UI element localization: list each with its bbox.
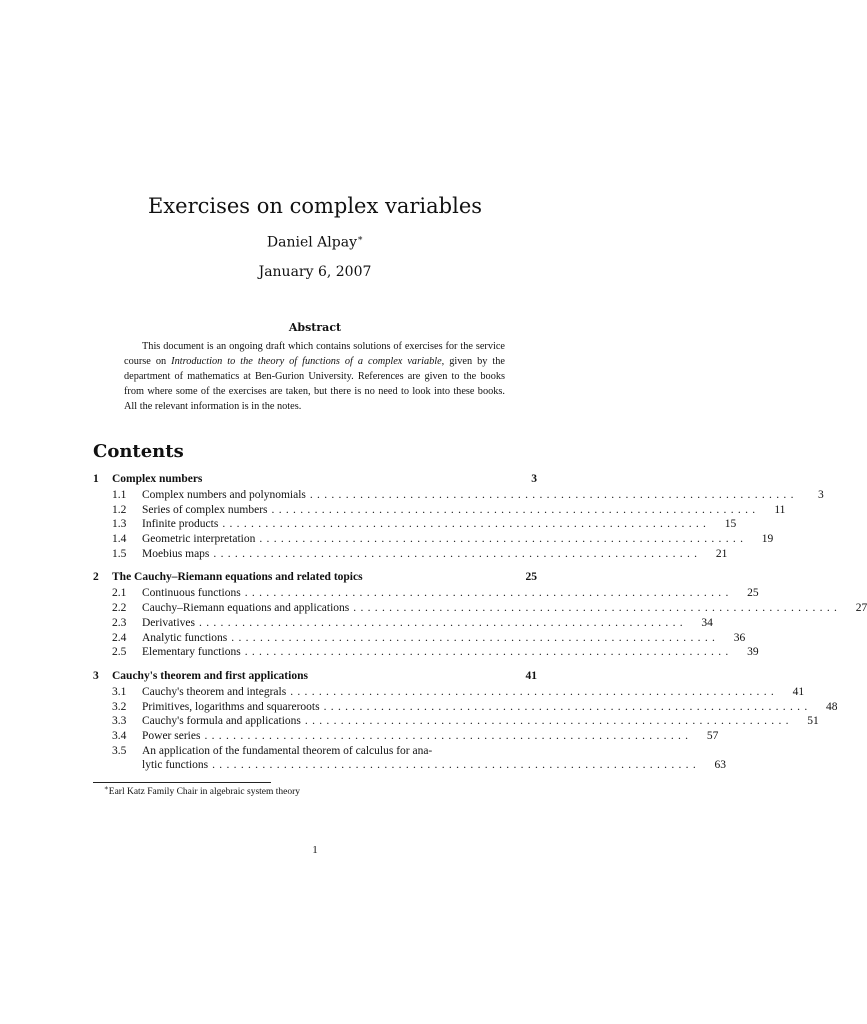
abstract-course-title: Introduction to the theory of functions of a complex variable (171, 356, 442, 367)
document-date: January 6, 2007 (258, 264, 372, 280)
toc-section-row[interactable] (93, 518, 737, 533)
toc-section-row[interactable] (93, 489, 824, 504)
leader-dots: .................................................................... (244, 587, 733, 600)
section-title: Analytic functions (142, 631, 228, 644)
section-number: 1.4 (112, 533, 127, 546)
toc-chapter-row[interactable] (93, 571, 537, 587)
leader-dots: .................................................................... (323, 700, 812, 713)
toc-section-row[interactable] (93, 700, 838, 716)
section-title: Infinite products (142, 518, 219, 531)
section-number: 1.3 (112, 518, 127, 531)
chapter-title: Cauchy's theorem and first applications (112, 669, 308, 682)
toc-chapter-row[interactable] (93, 473, 537, 489)
section-number: 1.2 (112, 503, 127, 516)
section-page: 57 (706, 729, 719, 742)
toc-section-row[interactable] (93, 616, 713, 632)
abstract-text-part2: , given by the department of mathematics at Ben-Gurion University. References are given to the books from where some of the exercises are taken, but there is no need to look into these books. All the relevant information is in the notes. (124, 356, 505, 412)
leader-dots: .................................................................... (199, 616, 687, 629)
toc-section-row[interactable] (93, 729, 719, 745)
section-number: 2.5 (112, 646, 127, 659)
leader-dots: .................................................................... (353, 602, 842, 615)
section-page: 25 (747, 587, 759, 600)
chapter-title: The Cauchy–Riemann equations and related topics (112, 571, 363, 584)
section-title: Elementary functions (142, 646, 241, 659)
leader-dots: .................................................................... (244, 646, 733, 659)
toc-chapter-3 (93, 669, 838, 774)
author-line (0, 234, 630, 251)
leader-dots: .................................................................... (212, 759, 701, 772)
section-page: 63 (714, 759, 727, 772)
toc-section-row[interactable] (93, 685, 805, 701)
contents-heading: Contents (93, 441, 184, 462)
toc-chapter-row[interactable] (93, 670, 537, 686)
abstract-text (124, 339, 505, 414)
leader-dots: .................................................................... (304, 715, 793, 728)
section-number: 2.3 (112, 616, 127, 629)
chapter-page: 3 (531, 473, 537, 485)
author-footnote-mark[interactable]: ∗ (356, 234, 364, 244)
section-number: 3.3 (112, 715, 127, 728)
chapter-number: 1 (93, 473, 99, 485)
section-title: Cauchy's formula and applications (142, 715, 301, 728)
section-title: Moebius maps (142, 547, 210, 560)
footnote-rule (93, 782, 271, 783)
leader-dots: .................................................................... (309, 489, 798, 501)
toc-section-row-line1 (93, 745, 537, 760)
chapter-number: 3 (93, 669, 99, 682)
section-title: Series of complex numbers (142, 503, 268, 516)
footnote-text: Earl Katz Family Chair in algebraic system theory (108, 787, 301, 798)
chapter-page: 25 (525, 571, 537, 584)
section-number: 1.5 (112, 547, 127, 560)
section-page: 48 (826, 700, 838, 713)
toc-section-row[interactable] (93, 547, 728, 563)
toc-section-row[interactable] (93, 533, 774, 548)
abstract-heading: Abstract (288, 321, 342, 334)
section-page: 3 (818, 489, 824, 501)
section-page: 27 (855, 602, 867, 615)
toc-chapter-2 (93, 571, 867, 660)
section-title: Geometric interpretation (142, 533, 256, 546)
chapter-number: 2 (93, 571, 99, 584)
section-number: 2.2 (112, 602, 127, 615)
toc-section-row[interactable] (93, 503, 786, 519)
leader-dots: .................................................................... (204, 729, 693, 742)
section-title-continued: lytic functions (142, 759, 209, 772)
footnote (104, 784, 300, 797)
section-page: 34 (701, 616, 713, 629)
toc-section-row[interactable] (93, 631, 746, 647)
section-number: 1.1 (112, 489, 127, 501)
section-page: 39 (747, 646, 759, 659)
section-number: 3.5 (112, 744, 127, 757)
section-number: 3.1 (112, 685, 127, 698)
section-title: Cauchy's theorem and integrals (142, 685, 287, 698)
page-number: 1 (312, 844, 318, 856)
section-title: Power series (142, 729, 201, 742)
leader-dots: .................................................................... (259, 533, 748, 546)
leader-dots: .................................................................... (231, 631, 720, 644)
abstract-text-part1: This document is an ongoing draft which contains solutions of exercises for the service course on (124, 341, 505, 367)
table-of-contents (93, 473, 867, 783)
section-title: Primitives, logarithms and squareroots (142, 700, 320, 713)
section-page: 11 (774, 503, 786, 516)
section-page: 36 (733, 631, 746, 644)
toc-section-row[interactable] (93, 715, 819, 730)
section-number: 2.4 (112, 631, 127, 644)
section-title: An application of the fundamental theorem of calculus for ana- (142, 744, 433, 757)
leader-dots: .................................................................... (271, 503, 760, 516)
section-page: 21 (715, 547, 728, 560)
section-page: 41 (792, 685, 805, 698)
section-title: Cauchy–Riemann equations and applications (142, 602, 350, 615)
section-number: 3.4 (112, 729, 127, 742)
toc-section-row-line2 (93, 759, 727, 774)
section-number: 2.1 (112, 587, 127, 600)
leader-dots: .................................................................... (290, 685, 779, 698)
section-title: Continuous functions (142, 587, 241, 600)
section-page: 51 (807, 715, 819, 728)
section-title: Derivatives (142, 616, 196, 629)
chapter-page: 41 (525, 669, 537, 682)
toc-chapter-1 (93, 473, 824, 562)
toc-section-row[interactable] (93, 646, 759, 661)
toc-section-row[interactable] (93, 587, 759, 602)
toc-section-row[interactable] (93, 744, 727, 774)
footnote-mark: ∗ (104, 784, 109, 792)
section-title: Complex numbers and polynomials (142, 489, 306, 501)
leader-dots: .................................................................... (222, 518, 711, 531)
section-page: 15 (724, 518, 737, 531)
leader-dots: .................................................................... (213, 547, 702, 560)
author-name: Daniel Alpay (266, 234, 357, 251)
toc-section-row[interactable] (93, 602, 867, 617)
section-page: 19 (761, 533, 774, 546)
document-title: Exercises on complex variables (147, 194, 483, 218)
chapter-title: Complex numbers (112, 473, 203, 485)
section-number: 3.2 (112, 700, 127, 713)
